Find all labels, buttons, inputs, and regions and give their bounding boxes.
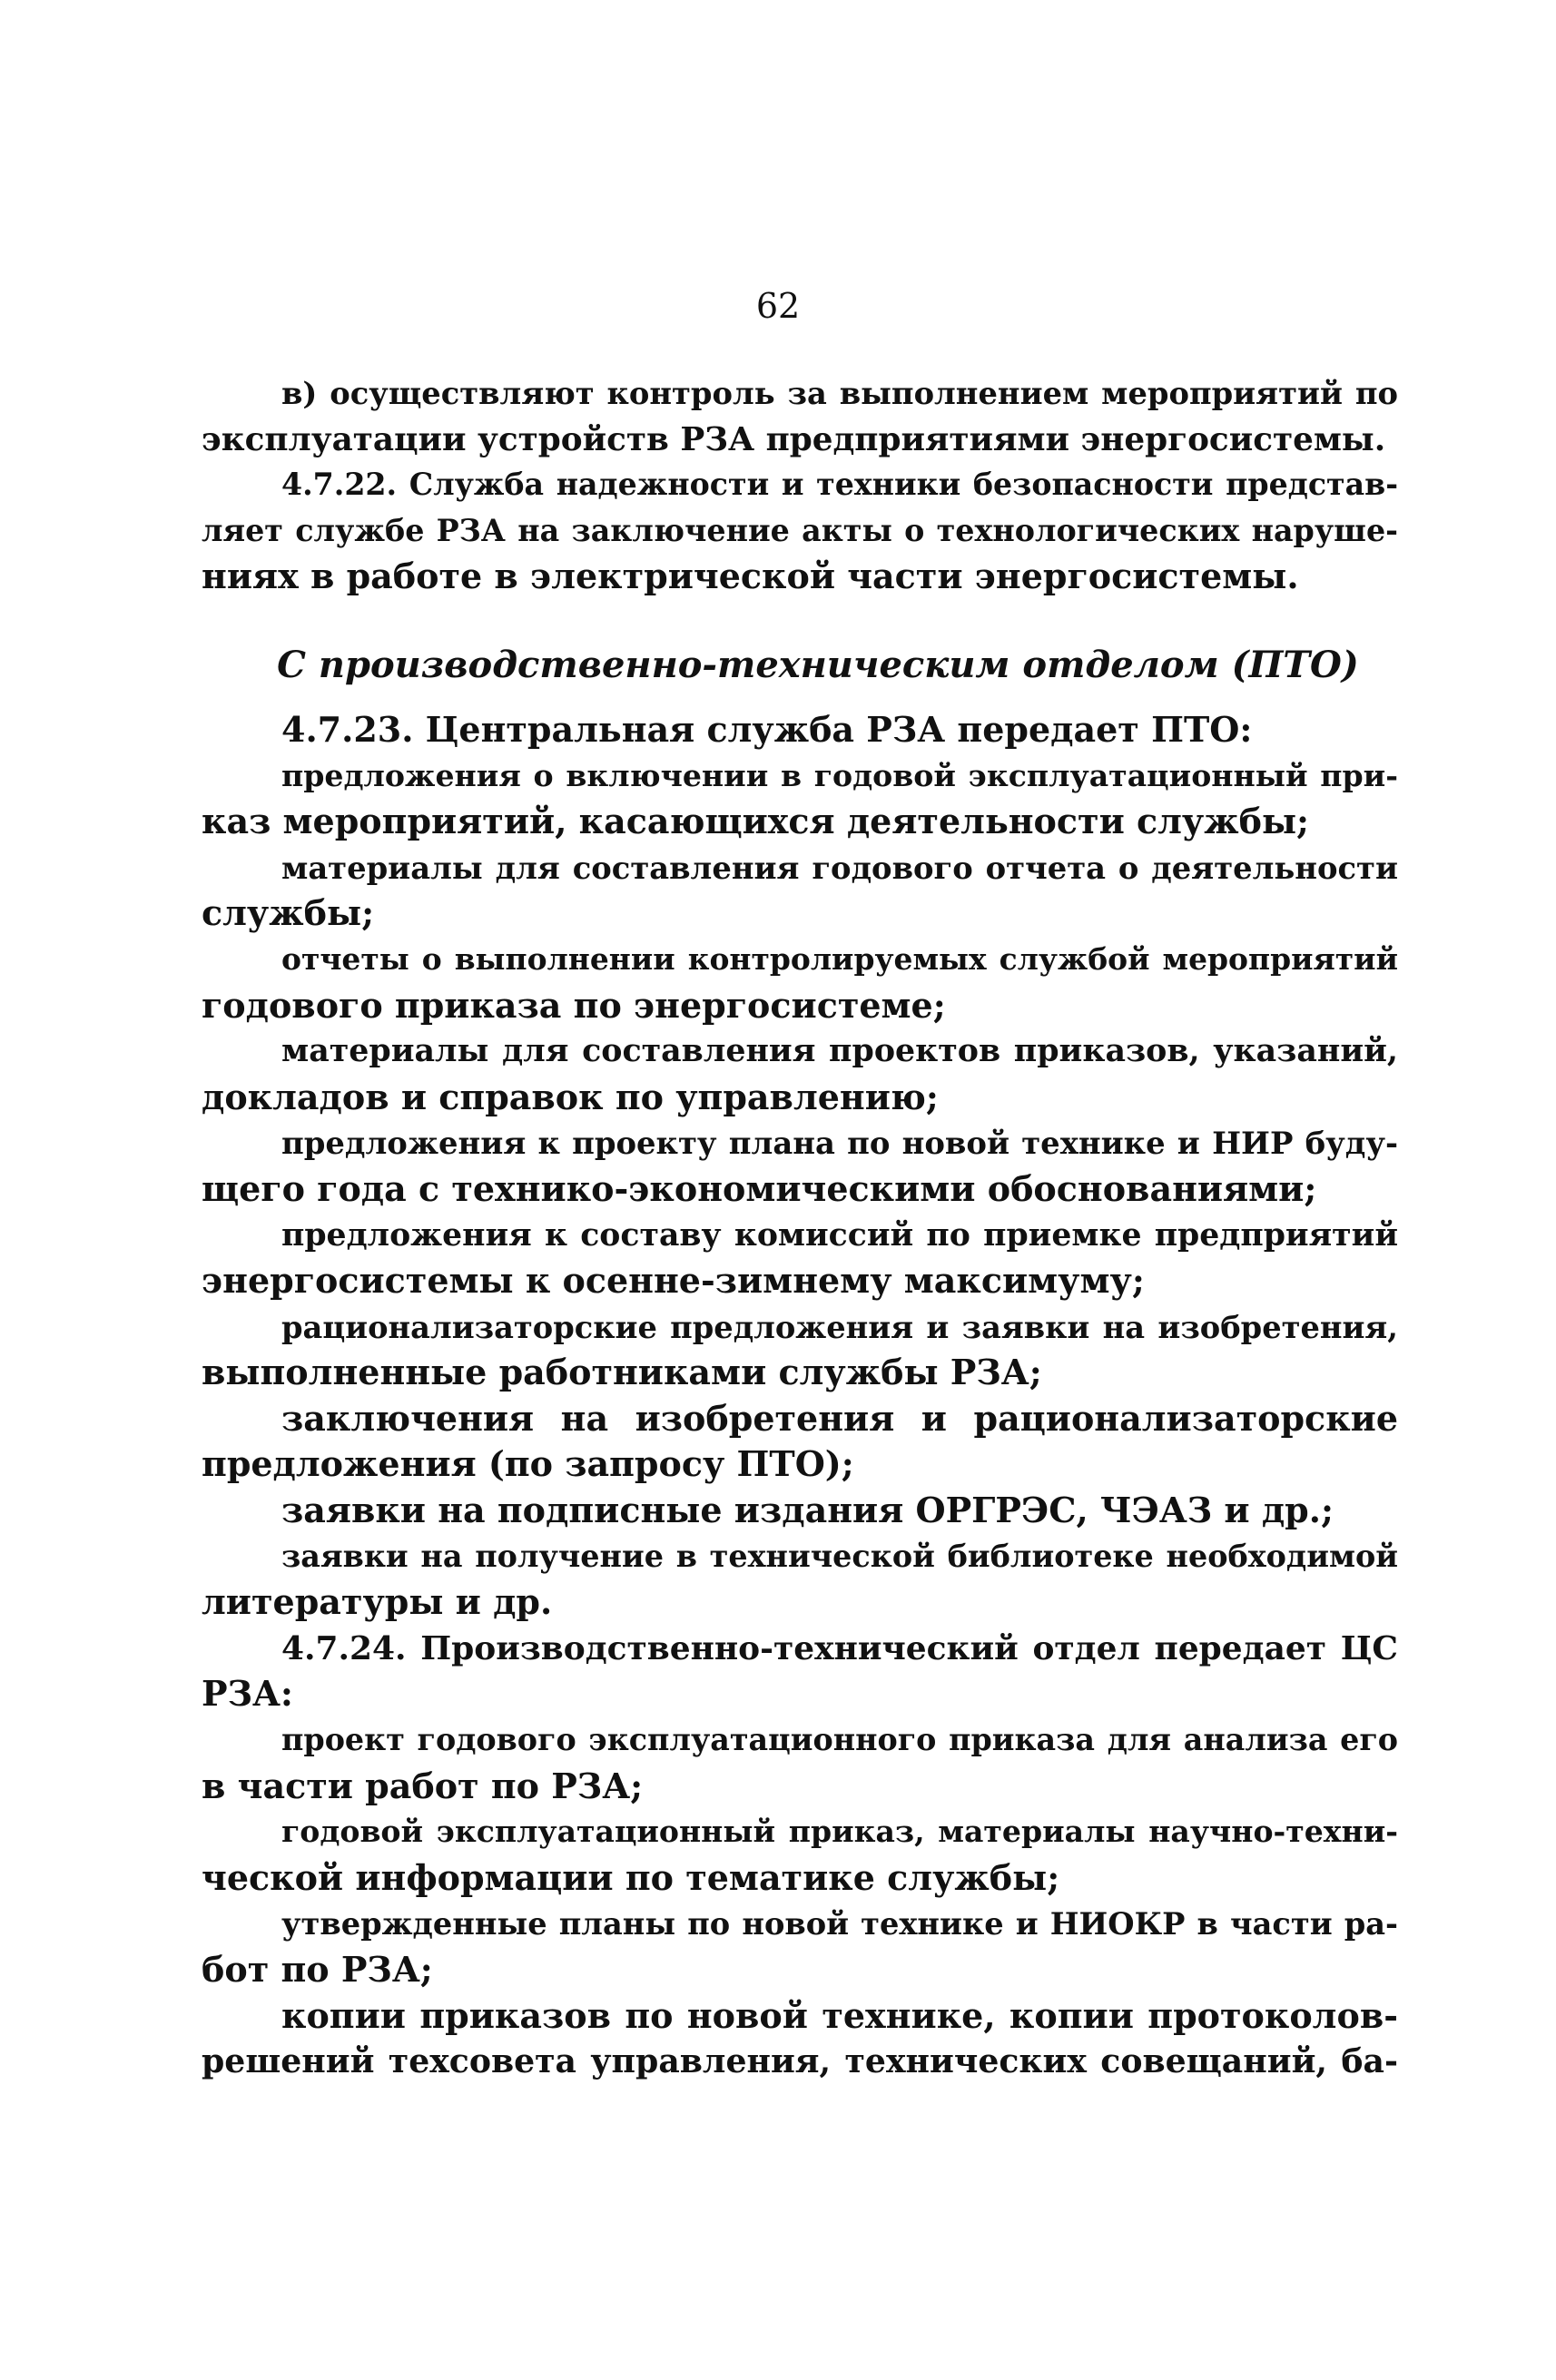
text-line: ляет службе РЗА на заключение акты о технологических наруше-	[202, 512, 1398, 548]
text-line: 4.7.24. Производственно-технический отдел передает ЦС	[281, 1628, 1398, 1667]
text-line: каз мероприятий, касающихся деятельности службы;	[202, 801, 1310, 842]
text-line: 4.7.22. Служба надежности и техники безопасности представ-	[281, 467, 1398, 503]
text-line: эксплуатации устройств РЗА предприятиями энергосистемы.	[202, 419, 1386, 458]
text-line: службы;	[202, 892, 375, 934]
page-number: 62	[755, 286, 801, 326]
text-line: проект годового эксплуатационного приказа для анализа его	[281, 1722, 1398, 1758]
text-line: копии приказов по новой технике, копии протоколов-	[281, 1994, 1398, 2036]
text-line: заявки на подписные издания ОРГРЭС, ЧЭАЗ и др.;	[281, 1490, 1334, 1531]
text-line: литературы и др.	[202, 1581, 553, 1623]
text-line: в) осуществляют контроль за выполнением мероприятий по	[281, 375, 1398, 411]
text-line: заключения на изобретения и рационализаторские	[281, 1397, 1398, 1439]
text-line: предложения к проекту плана по новой технике и НИР буду-	[281, 1125, 1398, 1162]
text-line: предложения к составу комиссий по приемке предприятий	[281, 1215, 1398, 1254]
text-line: предложения о включении в годовой эксплуатационный при-	[281, 757, 1398, 793]
page-body	[202, 370, 1398, 2085]
text-line: РЗА:	[202, 1673, 293, 1715]
text-line: 4.7.23. Центральная служба РЗА передает ПТО:	[281, 708, 1253, 750]
text-line: выполненные работниками службы РЗА;	[202, 1352, 1042, 1393]
text-line: отчеты о выполнении контролируемых службой мероприятий	[281, 940, 1398, 977]
text-line: заявки на получение в технической библиотеке необходимой	[281, 1538, 1398, 1574]
text-line: энергосистемы к осенне-зимнему максимуму;	[202, 1260, 1145, 1302]
text-line: предложения (по запросу ПТО);	[202, 1443, 854, 1485]
text-line: в части работ по РЗА;	[202, 1765, 644, 1806]
section-heading: С производственно-техническим отделом (ПТО)	[277, 643, 1359, 686]
text-line: бот по РЗА;	[202, 1949, 433, 1990]
text-line: ческой информации по тематике службы;	[202, 1856, 1060, 1898]
text-line: рационализаторские предложения и заявки на изобретения,	[281, 1308, 1398, 1345]
text-line: решений техсовета управления, технических совещаний, ба-	[202, 2041, 1398, 2081]
text-line: материалы для составления проектов приказов, указаний,	[281, 1032, 1398, 1070]
text-line: годового приказа по энергосистеме;	[202, 984, 946, 1026]
text-block-after-heading	[202, 707, 1398, 2085]
text-line: ниях в работе в электрической части энергосистемы.	[202, 556, 1299, 597]
text-line: материалы для составления годового отчета о деятельности	[281, 849, 1398, 886]
text-line: годовой эксплуатационный приказ, материалы научно-техни-	[281, 1814, 1398, 1850]
text-block-before-heading	[202, 370, 1398, 600]
text-line: щего года с технико-экономическими обоснованиями;	[202, 1167, 1317, 1209]
text-line: утвержденные планы по новой технике и НИОКР в части ра-	[281, 1905, 1398, 1942]
text-line: докладов и справок по управлению;	[202, 1076, 939, 1117]
